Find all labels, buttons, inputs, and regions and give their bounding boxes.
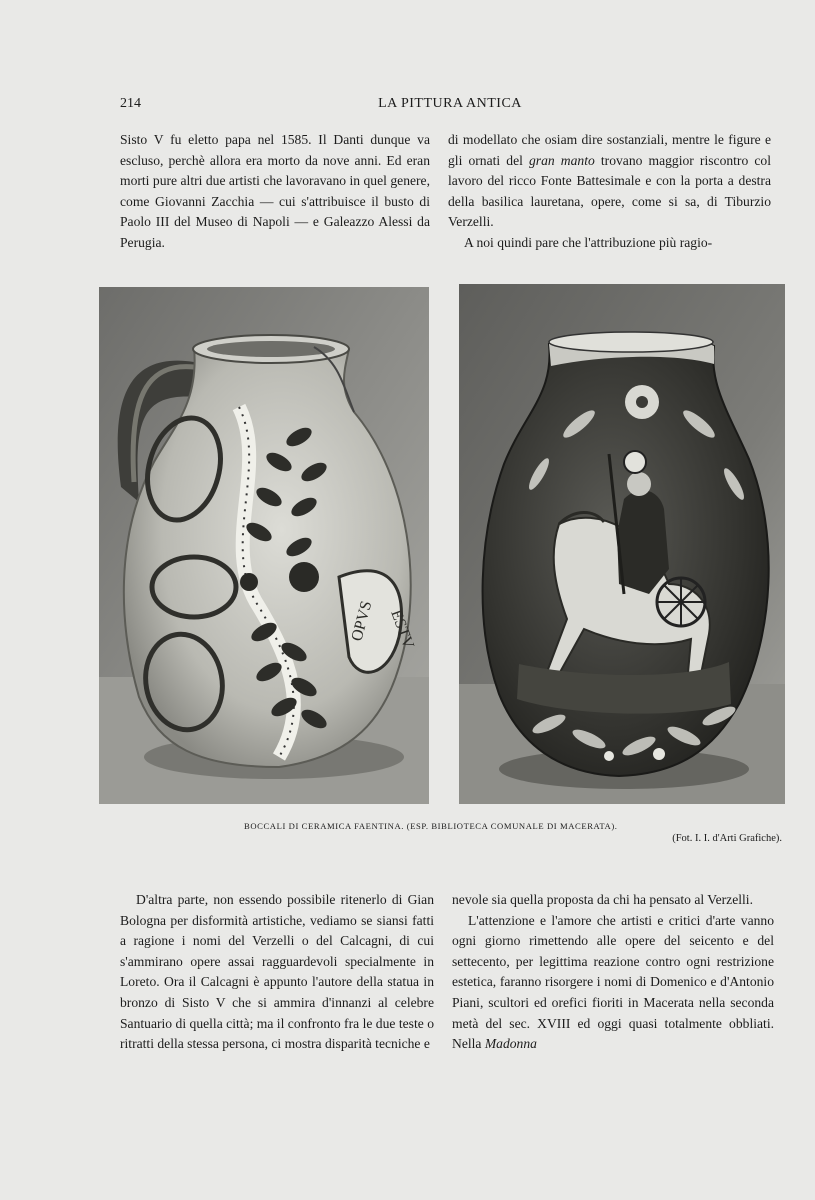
paragraph [448,130,771,233]
jug-inscription-2: ESTV [387,607,417,651]
italic-term: Madonna [484,1036,537,1052]
paragraph: A noi quindi pare che l'attribuzione più ragio- [464,234,713,250]
figure-caption: BOCCALI DI CERAMICA FAENTINA. (ESP. BIBLIOTECA COMUNALE DI MACERATA). [244,821,618,831]
jug-inscription-1: OPVS [348,599,376,644]
bottom-left-column [120,890,434,1055]
bottom-right-column [452,890,774,1055]
page-header [120,96,780,116]
top-left-column [120,130,430,254]
paragraph [452,911,774,1055]
top-right-column [448,130,771,254]
running-title: LA PITTURA ANTICA [378,96,522,111]
italic-term: gran manto [529,152,595,168]
photo-credit: (Fot. I. I. d'Arti Grafiche). [672,833,782,844]
page-number: 214 [120,96,141,111]
text-run: L'attenzione e l'amore che artisti e critici d'arte vanno ogni giorno rimettendo alle opere del seicento e del settecento, per legittima reazione contro ogni restrizione estetica, faranno risorgere i nomi di Domenico e d'Antonio Piani, scultori ed orefici fioriti in Macerata nella seconda metà del sec. XVIII ed oggi quasi totalmente obbliati. Nella [452,912,774,1052]
jug-illustration-right [459,284,785,804]
paragraph: D'altra parte, non essendo possibile ritenerlo di Gian Bologna per disformità artistiche, vediamo se siansi fatti a ragione i nomi del Verzelli o del Calcagni, di cui s'ammirano opere assai ragguardevoli specialmente in Loreto. Ora il Calcagni è appunto l'autore della statua in bronzo di Sisto V che si ammira d'innanzi al celebre Santuario di quella città; ma il confronto fra le due teste o ritratti della stessa persona, ci mostra disparità tecniche e [120,892,434,1052]
jug-illustration-left [99,287,429,804]
jug-photo-left [99,287,429,804]
paragraph: nevole sia quella proposta da chi ha pensato al Verzelli. [452,892,753,907]
paragraph: Sisto V fu eletto papa nel 1585. Il Danti dunque va escluso, perchè allora era morto da nove anni. Ed eran morti pure altri due artisti che lavoravano in quel genere, come Giovanni Zacchia — cui s'attribuisce il busto di Paolo III del Museo di Napoli — e Galeazzo Alessi da Perugia. [120,132,430,250]
text-run: trovano maggior riscontro col lavoro del ricco Fonte Battesimale e con la porta a destra della basilica lauretana, opere, come si sa, di Tiburzio Verzelli. [448,152,771,230]
jug-photo-right [459,284,785,804]
text-run: di modellato che osiam dire sostanziali, mentre le figure e gli ornati del [448,132,771,168]
